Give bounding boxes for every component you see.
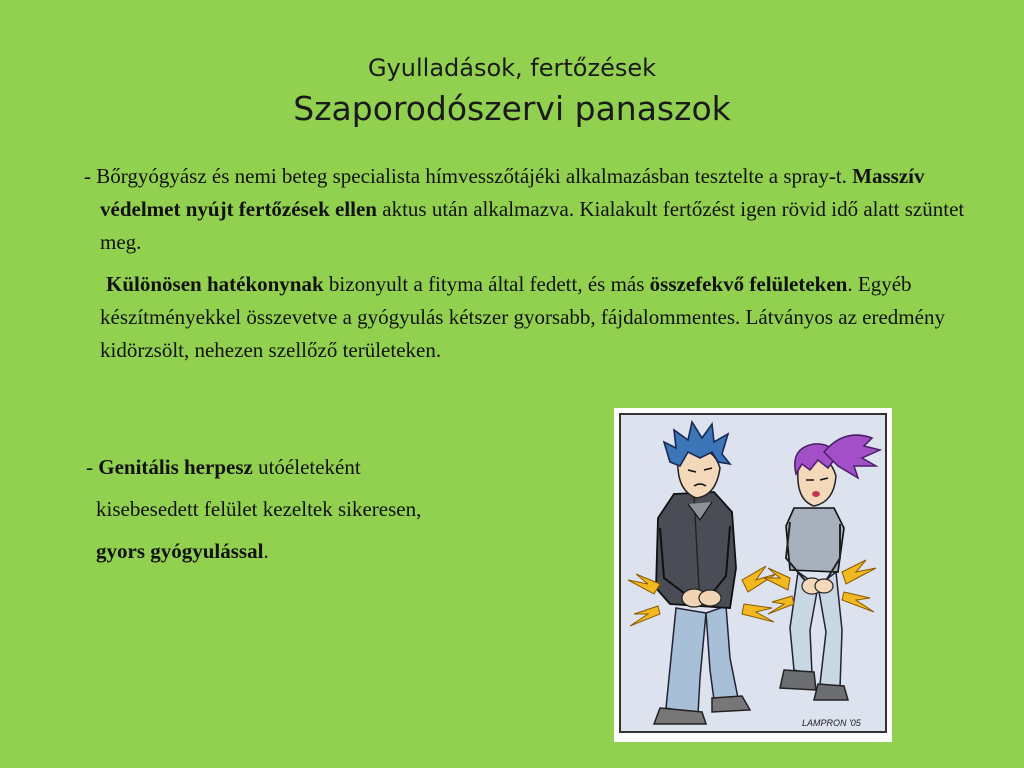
cartoon-illustration [614, 408, 892, 742]
paragraph2-bold-b: összefekvő felületeken [649, 272, 848, 296]
paragraph2-bold-a: Különösen hatékonynak [106, 272, 324, 296]
paragraph-specialist-test [84, 160, 970, 259]
herpes-rest: utóéleteként [252, 455, 361, 479]
paragraph-effectiveness [100, 268, 960, 367]
paragraph1-bold: Masszív védelmet nyújt fertőzések ellen [100, 164, 925, 221]
herpes-line-3 [96, 535, 269, 568]
paragraph2-text-b: . Egyéb készítményekkel összevetve a gyógyulás kétszer gyorsabb, fájdalommentes. Látványos az eredmény kidörzsölt, nehezen szellőző területeken. [100, 272, 945, 362]
paragraph2-text-a: bizonyult a fityma által fedett, és más [323, 272, 650, 296]
comic-signature: LAMPRON '05 [802, 718, 861, 728]
title-line-2: Szaporodószervi panaszok [293, 89, 731, 128]
herpes-line-2: kisebesedett felület kezeltek sikeresen, [96, 497, 422, 521]
herpes-line-1 [86, 451, 361, 484]
slide-title [0, 50, 1024, 132]
cartoon-drawing [614, 408, 892, 742]
herpes-prefix: - [86, 455, 99, 479]
herpes-bold: Genitális herpesz [98, 455, 253, 479]
paragraph1-text-b: aktus után alkalmazva. Kialakult fertőzést igen rövid idő alatt szüntet meg. [100, 197, 965, 254]
herpes-bold-healing: gyors gyógyulással [96, 539, 264, 563]
paragraph1-text-a: - Bőrgyógyász és nemi beteg specialista hímvesszőtájéki alkalmazásban tesztelte a spray-t. [84, 164, 853, 188]
herpes-period: . [263, 539, 269, 563]
title-line-1: Gyulladások, fertőzések [367, 54, 657, 82]
